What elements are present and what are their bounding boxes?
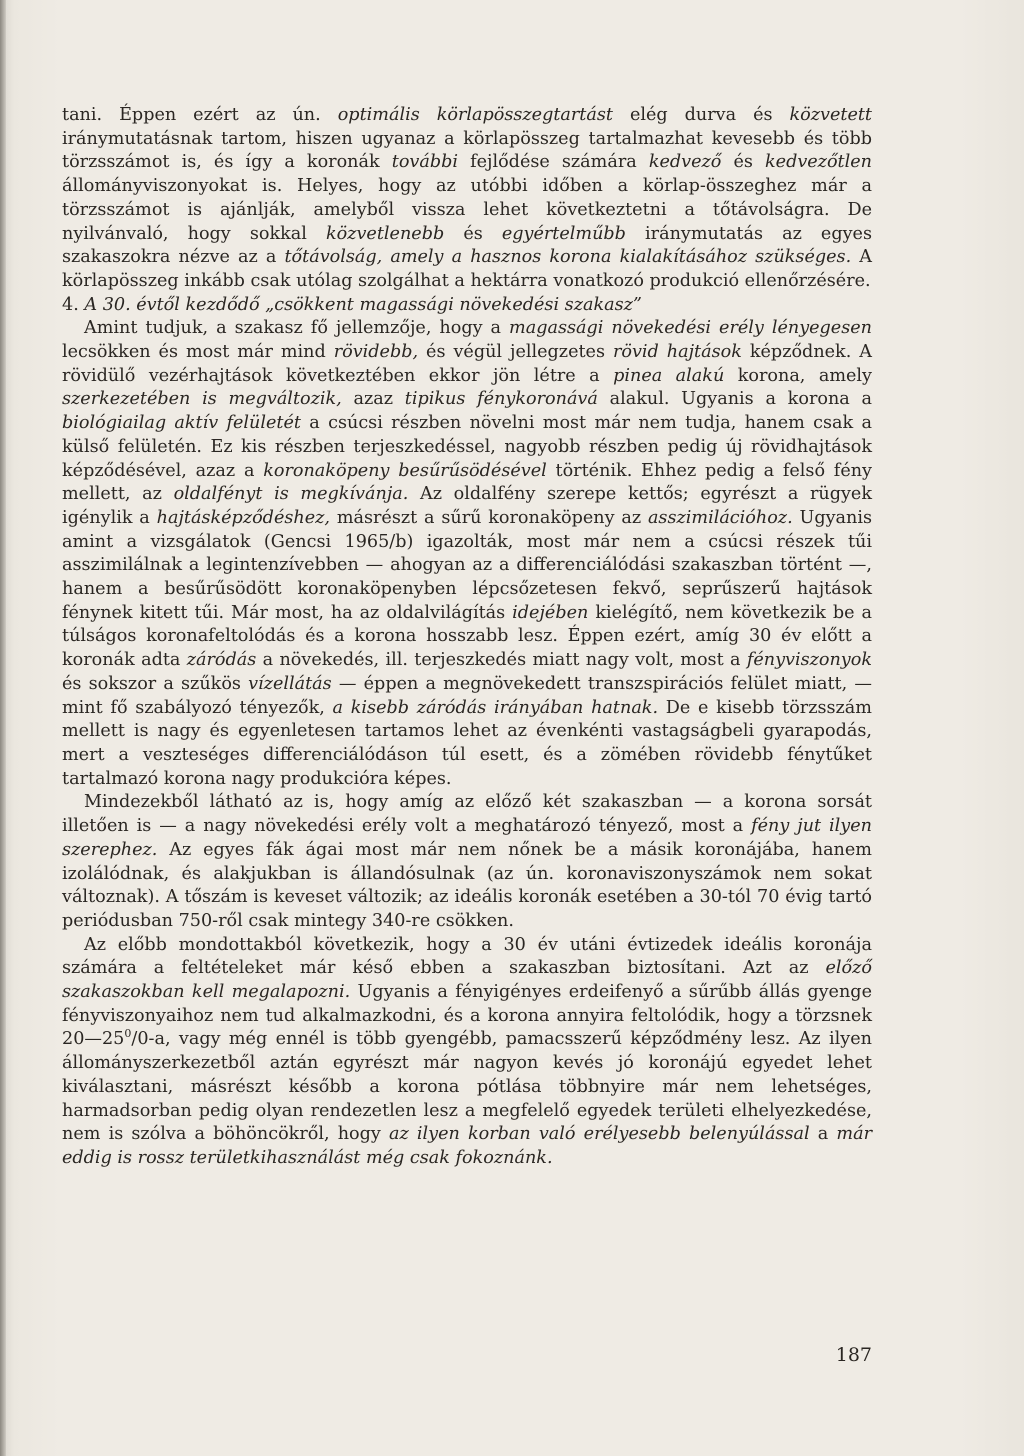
paragraph-3: Mindezekből látható az is, hogy amíg az előző két szakaszban — a korona sorsát illetően is — a nagy növekedési erély volt a meghatározó tényező, most a fény jut ilyen szerephez. Az egyes fák ágai most már nem nőnek be a másik koronájába, hanem izolálódnak, és alakjukban is állandósulnak (az ún. koronaviszonyszámok nem sokat változnak). A tőszám is keveset változik; az ideális koronák esetében a 30-tól 70 évig tartó periódusban 750-ről csak mintegy 340-re csökken.: [62, 792, 872, 931]
page-number: 187: [835, 1344, 872, 1366]
paragraph-2: Amint tudjuk, a szakasz fő jellemzője, hogy a magassági növekedési erély lényegesen lecsökken és most már mind rövidebb, és végül jellegzetes rövid hajtások képződnek. A rövidülő vezérhajtások következtében ekkor jön létre a pinea alakú korona, amely szerkezetében is megváltozik, azaz tipikus fénykoronává alakul. Ugyanis a korona a biológiailag aktív felületét a csúcsi részben növelni most már nem tudja, hanem csak a külső felületén. Ez kis részben terjeszkedéssel, nagyobb részben pedig új rövidhajtások képződésével, azaz a koronaköpeny besűrűsödésével történik. Ehhez pedig a felső fény mellett, az oldalfényt is megkívánja. Az oldalfény szerepe kettős; egyrészt a rügyek igénylik a hajtásképződéshez, másrészt a sűrű koronaköpeny az asszimilációhoz. Ugyanis amint a vizsgálatok (Gencsi 1965/b) igazolták, most már nem a csúcsi részek tűi asszimilálnak a legintenzívebben — ahogyan az a differenciálódási szakaszban történt —, hanem a besűrűsödött koronaköpenyben lépcsőzetesen fekvő, seprűszerű hajtások fénynek kitett tűi. Már most, ha az oldalvilágítás idejében kielégítő, nem következik be a túlságos koronafeltolódás és a korona hosszabb lesz. Éppen ezért, amíg 30 év előtt a koronák adta záródás a növekedés, ill. terjeszkedés miatt nagy volt, most a fényviszonyok és sokszor a szűkös vízellátás — éppen a megnövekedett transzspirációs felület miatt, — mint fő szabályozó tényezők, a kisebb záródás irányában hatnak. De e kisebb törzsszám mellett is nagy és egyenletesen tartamos lehet az évenkénti vastagságbeli gyarapodás, mert a veszteséges differenciálódáson túl esett, és a zömében rövidebb fénytűket tartalmazó korona nagy produkcióra képes.: [62, 318, 873, 789]
book-spine-shadow: [0, 0, 6, 1456]
paragraph-4: Az előbb mondottakból következik, hogy a 30 év utáni évtizedek ideális koronája számára a feltételeket már késő ebben a szakaszban biztosítani. Azt az előző szakaszokban kell megalapozni. Ugyanis a fényigényes erdeifenyő a sűrűbb állás gyenge fényviszonyaihoz nem tud alkalmazkodni, és a korona annyira feltolódik, hogy a törzsnek $20—25^0/0-a$, vagy még ennél is több gyengébb, pamacsszerű képződmény lesz. Az ilyen állományszerkezetből aztán egyrészt már nagyon kevés jó koronájú egyedet lehet kiválasztani, másrészt később a korona pótlása többnyire már nem lehetséges, harmadsorban pedig olyan rendezetlen lesz a megfelelő egyedek területi elhelyezkedése, nem is szólva a böhöncökről, hogy az ilyen korban való erélyesebb belenyúlással a már eddig is rossz területkihasználást még csak fokoznánk.: [62, 934, 872, 1168]
page-body: [62, 104, 872, 1171]
section-heading: 4. A 30. évtől kezdődő „csökkent magassági növekedési szakasz”: [62, 294, 642, 315]
paragraph-1: tani. Éppen ezért az ún. optimális körlapösszegtartást elég durva és közvetett iránymutatásnak tartom, hiszen ugyanaz a körlapösszeg tartalmazhat kevesebb és több törzsszámot is, és így a koronák további fejlődése számára kedvező és kedvezőtlen állományviszonyokat is. Helyes, hogy az utóbbi időben a körlap-összeghez már a törzsszámot is ajánlják, amelyből vissza lehet következtetni a tőtávolságra. De nyilvánvaló, hogy sokkal közvetlenebb és egyértelműbb iránymutatás az egyes szakaszokra nézve az a tőtávolság, amely a hasznos korona kialakításához szükséges. A körlapösszeg inkább csak utólag szolgálhat a hektárra vonatkozó produkció ellenőrzésére.: [62, 105, 872, 291]
